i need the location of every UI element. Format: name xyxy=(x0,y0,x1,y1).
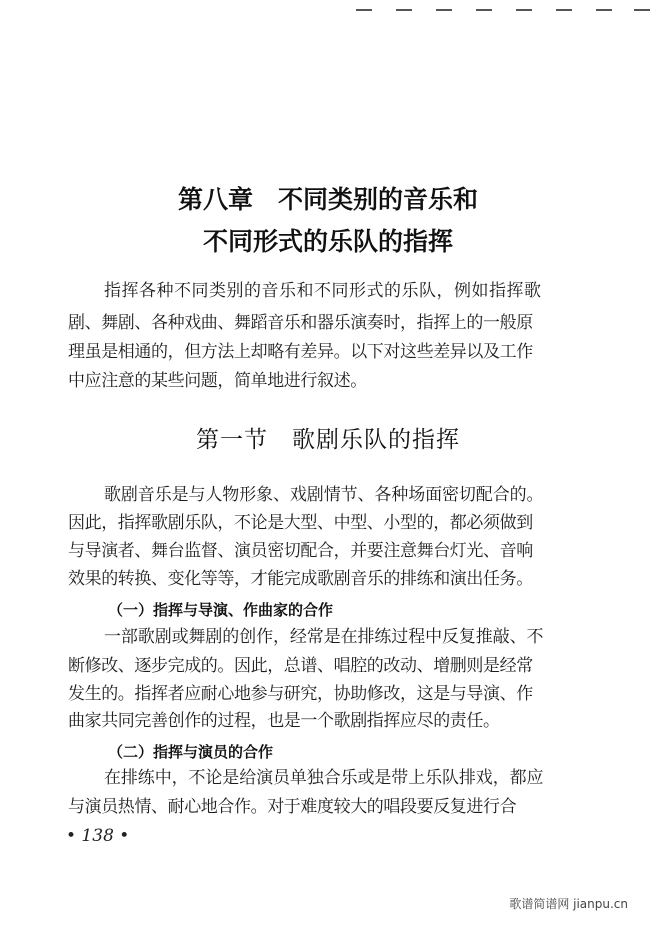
dash-mark xyxy=(634,9,650,11)
subsection-heading: （一）指挥与导演、作曲家的合作 xyxy=(108,601,334,619)
dash-mark xyxy=(396,9,412,11)
chapter-title-line-2: 不同形式的乐队的指挥 xyxy=(202,227,453,256)
section-intro-line: 效果的转换、变化等等，才能完成歌剧音乐的排练和演出任务。 xyxy=(68,569,533,589)
paragraph-line: 在排练中，不论是给演员单独合乐或是带上乐队排戏，都应 xyxy=(104,768,544,788)
page-number: • 138 • xyxy=(66,826,130,846)
dash-mark xyxy=(476,9,492,11)
dash-mark xyxy=(436,9,452,11)
paragraph-line: 曲家共同完善创作的过程，也是一个歌剧指挥应尽的责任。 xyxy=(68,711,500,731)
chapter-title-line-1: 第八章 不同类别的音乐和 xyxy=(177,185,478,214)
watermark-text: 歌谱简谱网 jianpu.cn xyxy=(509,897,628,911)
intro-line: 中应注意的某些问题，简单地进行叙述。 xyxy=(68,371,367,391)
paragraph-line: 发生的。指挥者应耐心地参与研究，协助修改，这是与导演、作 xyxy=(68,684,533,704)
section-intro-line: 歌剧音乐是与人物形象、戏剧情节、各种场面密切配合的。 xyxy=(104,485,544,505)
section-intro-line: 因此，指挥歌剧乐队，不论是大型、中型、小型的，都必须做到 xyxy=(68,513,533,533)
paragraph-line: 一部歌剧或舞剧的创作，经常是在排练过程中反复推敲、不 xyxy=(104,627,544,647)
dash-mark xyxy=(516,9,532,11)
intro-line: 指挥各种不同类别的音乐和不同形式的乐队，例如指挥歌 xyxy=(104,281,542,301)
intro-line: 理虽是相通的，但方法上却略有差异。以下对这些差异以及工作 xyxy=(68,342,533,362)
dash-mark xyxy=(556,9,572,11)
section-title: 第一节 歌剧乐队的指挥 xyxy=(196,427,460,453)
paragraph-line: 与演员热情、耐心地合作。对于难度较大的唱段要反复进行合 xyxy=(68,797,517,817)
paragraph-line: 断修改、逐步完成的。因此，总谱、唱腔的改动、增删则是经常 xyxy=(68,656,533,676)
dash-mark xyxy=(356,9,372,11)
subsection-heading: （二）指挥与演员的合作 xyxy=(108,743,274,761)
section-intro-line: 与导演者、舞台监督、演员密切配合，并要注意舞台灯光、音响 xyxy=(68,541,533,561)
top-dash-rule xyxy=(0,9,656,13)
intro-line: 剧、舞剧、各种戏曲、舞蹈音乐和器乐演奏时，指挥上的一般原 xyxy=(68,313,533,333)
dash-mark xyxy=(596,9,612,11)
